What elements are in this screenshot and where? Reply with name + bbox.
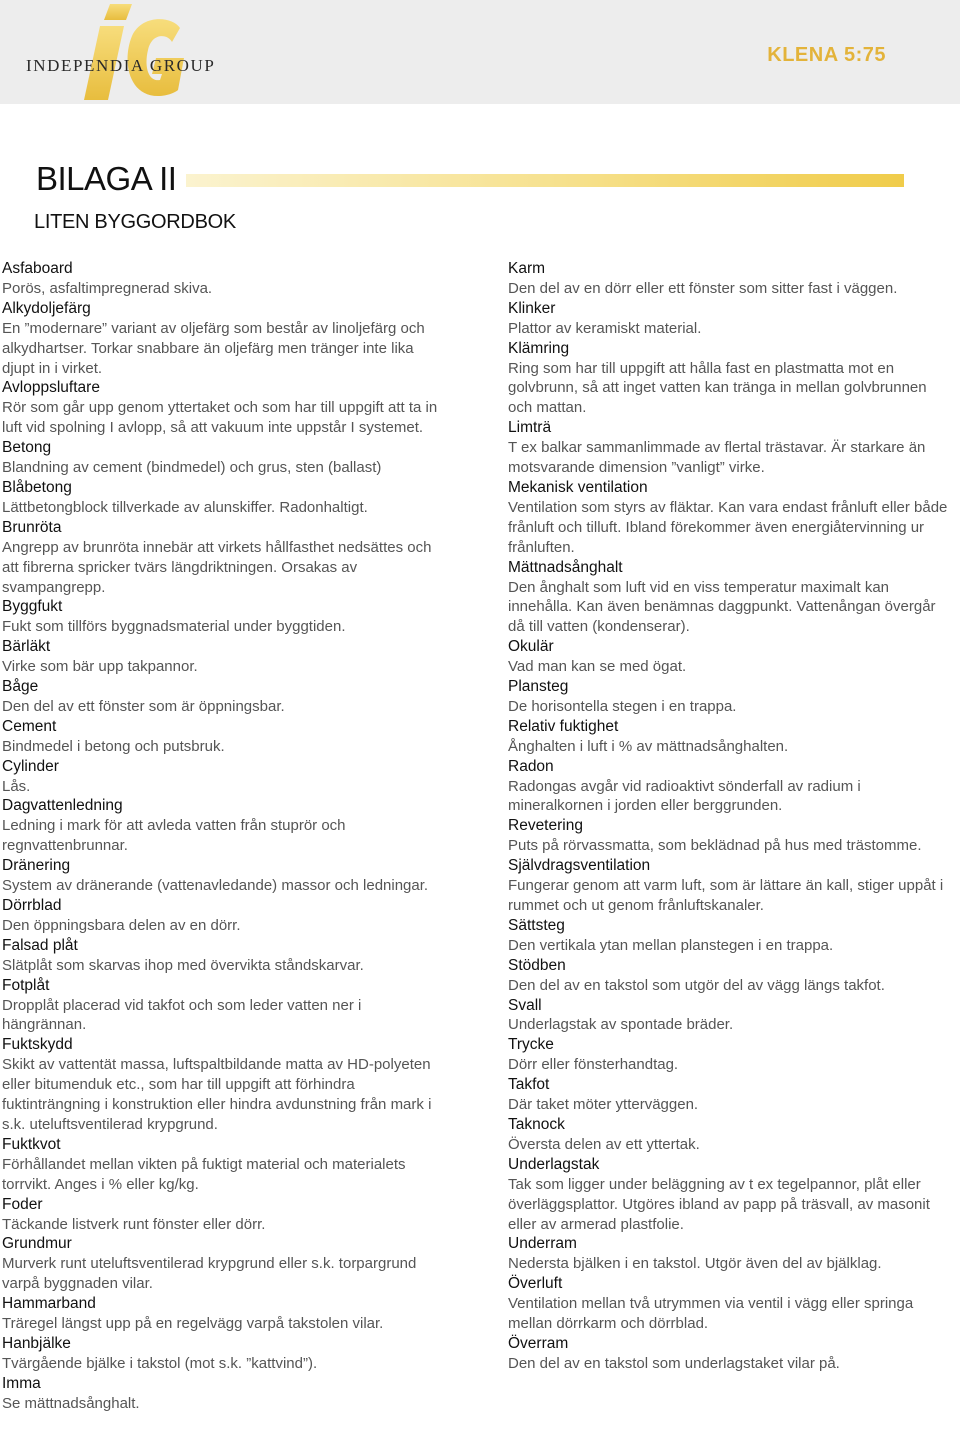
glossary-definition: Skikt av vattentät massa, luftspaltbildande matta av HD-polyeten eller bitumenduk etc., som har till uppgift att förhindra fuktinträngning i konstruktion eller hindra avdunstning från mark i s.k. uteluftsventilerad krypgrund. <box>2 1056 432 1133</box>
glossary-term: Dränering <box>2 857 71 875</box>
glossary-term: Brunröta <box>2 518 62 536</box>
glossary-entry <box>2 936 442 976</box>
page-title: BILAGA II <box>36 160 177 197</box>
glossary-entry <box>508 1155 948 1235</box>
glossary-term: Radon <box>508 757 554 775</box>
glossary-term: Självdragsventilation <box>508 857 651 875</box>
glossary-term: Bärläkt <box>2 638 51 656</box>
glossary-entry <box>2 518 442 598</box>
glossary-entry <box>508 637 948 677</box>
glossary-definition: System av dränerande (vattenavledande) massor och ledningar. <box>2 877 429 895</box>
glossary-entry <box>2 717 442 757</box>
glossary-term: Dagvattenledning <box>2 797 123 815</box>
glossary-term: Okulär <box>508 638 554 656</box>
glossary-definition: Täckande listverk runt fönster eller dörr. <box>2 1215 266 1233</box>
glossary-term: Underram <box>508 1235 577 1253</box>
glossary-entry <box>2 856 442 896</box>
glossary-definition: Förhållandet mellan vikten på fuktigt material och materialets torrvikt. Anges i % eller kg/kg. <box>2 1155 406 1193</box>
glossary-definition: Den ånghalt som luft vid en viss temperatur maximalt kan innehålla. Kan även benämnas daggpunkt. Vattenångan övergår då till vatten (kondenserar). <box>508 578 936 636</box>
glossary-term: Cement <box>2 717 57 735</box>
page-subtitle: LITEN BYGGORDBOK <box>34 211 236 233</box>
glossary-right-column <box>508 259 948 1374</box>
glossary-definition: Lättbetongblock tillverkade av alunskiffer. Radonhaltigt. <box>2 498 368 516</box>
glossary-entry <box>2 896 442 936</box>
glossary-definition: Tvärgående bjälke i takstol (mot s.k. ”kattvind”). <box>2 1354 318 1372</box>
glossary-entry <box>2 1334 442 1374</box>
glossary-definition: Underlagstak av spontade bräder. <box>508 1016 734 1034</box>
glossary-term: Betong <box>2 439 52 457</box>
glossary-term: Alkydoljefärg <box>2 299 91 317</box>
company-name: INDEPENDIA GROUP <box>26 56 216 75</box>
glossary-entry <box>2 378 442 438</box>
glossary-entry <box>2 478 442 518</box>
glossary-entry <box>508 996 948 1036</box>
glossary-definition: Den del av en dörr eller ett fönster som sitter fast i väggen. <box>508 279 898 297</box>
glossary-entry <box>508 956 948 996</box>
document-code: KLENA 5:75 <box>767 44 886 66</box>
glossary-entry <box>508 916 948 956</box>
glossary-term: Takfot <box>508 1076 550 1094</box>
glossary-entry <box>508 717 948 757</box>
glossary-entry <box>508 1234 948 1274</box>
glossary-term: Cylinder <box>2 757 59 775</box>
ig-logo-icon <box>72 0 192 104</box>
glossary-definition: Bindmedel i betong och putsbruk. <box>2 737 225 755</box>
glossary-definition: Murverk runt uteluftsventilerad krypgrund eller s.k. torpargrund varpå byggnaden vilar. <box>2 1255 417 1293</box>
glossary-definition: Rör som går upp genom yttertaket och som har till uppgift att ta in luft vid spolning I avlopp, så att vakuum inte uppstår I systemet. <box>2 399 438 437</box>
glossary-definition: Ånghalten i luft i % av mättnadsånghalten. <box>508 737 789 755</box>
glossary-entry <box>508 299 948 339</box>
glossary-term: Trycke <box>508 1036 554 1054</box>
title-rule-divider <box>186 174 904 187</box>
glossary-definition: Träregel längst upp på en regelvägg varpå takstolen vilar. <box>2 1315 384 1333</box>
glossary-definition: Puts på rörvassmatta, som beklädnad på hus med trästomme. <box>508 837 922 855</box>
glossary-term: Avloppsluftare <box>2 379 100 397</box>
glossary-term: Överluft <box>508 1275 563 1293</box>
glossary-definition: Virke som bär upp takpannor. <box>2 658 198 676</box>
glossary-left-column <box>2 259 442 1414</box>
glossary-entry <box>2 677 442 717</box>
glossary-term: Överram <box>508 1334 569 1352</box>
glossary-term: Klinker <box>508 299 556 317</box>
glossary-definition: Plattor av keramiskt material. <box>508 319 702 337</box>
glossary-definition: Den del av en takstol som utgör del av vägg längs takfot. <box>508 976 885 994</box>
glossary-definition: Den öppningsbara delen av en dörr. <box>2 916 241 934</box>
glossary-term: Mättnadsånghalt <box>508 558 623 576</box>
glossary-term: Svall <box>508 996 542 1014</box>
glossary-definition: De horisontella stegen i en trappa. <box>508 697 737 715</box>
glossary-term: Plansteg <box>508 678 569 696</box>
glossary-entry <box>508 339 948 419</box>
glossary-entry <box>508 259 948 299</box>
glossary-definition: Där taket möter ytterväggen. <box>508 1096 699 1114</box>
glossary-term: Revetering <box>508 817 583 835</box>
glossary-entry <box>2 1374 442 1414</box>
glossary-term: Fuktkvot <box>2 1135 61 1153</box>
glossary-entry <box>2 1234 442 1294</box>
glossary-entry <box>2 597 442 637</box>
glossary-entry <box>508 757 948 817</box>
glossary-entry <box>2 976 442 1036</box>
glossary-definition: Ventilation mellan två utrymmen via ventil i vägg eller springa mellan dörrkarm och dörrblad. <box>508 1295 914 1333</box>
glossary-entry <box>2 1195 442 1235</box>
glossary-entry <box>2 1135 442 1195</box>
glossary-entry <box>508 558 948 638</box>
glossary-definition: Radongas avgår vid radioaktivt sönderfall av radium i mineralkornen i jorden eller berggrunden. <box>508 777 861 815</box>
glossary-term: Blåbetong <box>2 478 72 496</box>
glossary-entry <box>2 757 442 797</box>
glossary-term: Stödben <box>508 956 566 974</box>
glossary-definition: Slätplåt som skarvas ihop med övervikta ståndskarvar. <box>2 956 364 974</box>
glossary-term: Grundmur <box>2 1235 72 1253</box>
glossary-entry <box>508 478 948 558</box>
glossary-term: Karm <box>508 260 546 277</box>
glossary-term: Fotplåt <box>2 976 50 994</box>
glossary-term: Båge <box>2 678 39 696</box>
glossary-term: Limträ <box>508 419 552 437</box>
glossary-term: Asfaboard <box>2 260 73 277</box>
glossary-definition: Se mättnadsånghalt. <box>2 1394 140 1412</box>
glossary-term: Underlagstak <box>508 1155 600 1173</box>
glossary-entry <box>508 1334 948 1374</box>
glossary-definition: Den vertikala ytan mellan planstegen i en trappa. <box>508 936 834 954</box>
glossary-term: Fuktskydd <box>2 1036 73 1054</box>
glossary-entry <box>508 856 948 916</box>
glossary-definition: Vad man kan se med ögat. <box>508 658 687 676</box>
glossary-term: Sättsteg <box>508 916 565 934</box>
glossary-term: Falsad plåt <box>2 936 78 954</box>
glossary-definition: Fukt som tillförs byggnadsmaterial under byggtiden. <box>2 618 346 636</box>
glossary-term: Foder <box>2 1195 43 1213</box>
glossary-definition: Ventilation som styrs av fläktar. Kan vara endast frånluft eller både frånluft och tilluft. Ibland förekommer även energiåtervinning ur frånluften. <box>508 498 948 556</box>
glossary-term: Klämring <box>508 339 570 357</box>
glossary-entry <box>508 816 948 856</box>
glossary-term: Dörrblad <box>2 897 62 914</box>
glossary-definition: T ex balkar sammanlimmade av flertal trästavar. Är starkare än motsvarande dimension ”vanligt” virke. <box>508 439 926 477</box>
glossary-entry <box>2 796 442 856</box>
glossary-definition: Nedersta bjälken i en takstol. Utgör även del av bjälklag. <box>508 1255 882 1273</box>
glossary-definition: Angrepp av brunröta innebär att virkets hållfasthet nedsättes och att fibrerna spricker tvärs längdriktningen. Orsakas av svampangrepp. <box>2 538 432 596</box>
glossary-entry <box>2 438 442 478</box>
glossary-entry <box>508 418 948 478</box>
glossary-term: Imma <box>2 1374 41 1392</box>
glossary-term: Hammarband <box>2 1295 96 1313</box>
glossary-entry <box>508 1274 948 1334</box>
glossary-entry <box>508 1075 948 1115</box>
glossary-term: Byggfukt <box>2 598 63 616</box>
glossary-entry <box>2 637 442 677</box>
glossary-term: Mekanisk ventilation <box>508 478 648 496</box>
glossary-term: Relativ fuktighet <box>508 717 619 735</box>
glossary-entry <box>508 1035 948 1075</box>
glossary-entry <box>508 1115 948 1155</box>
glossary-definition: Ledning i mark för att avleda vatten från stuprör och regnvattenbrunnar. <box>2 817 346 855</box>
glossary-definition: Översta delen av ett yttertak. <box>508 1135 700 1153</box>
glossary-definition: Lås. <box>2 777 31 795</box>
glossary-definition: Fungerar genom att varm luft, som är lättare än kall, stiger uppåt i rummet och ut genom frånluftskanaler. <box>508 877 944 914</box>
glossary-definition: Porös, asfaltimpregnerad skiva. <box>2 279 213 297</box>
glossary-term: Hanbjälke <box>2 1334 71 1352</box>
glossary-definition: Ring som har till uppgift att hålla fast en plastmatta mot en golvbrunn, så att inget vatten kan tränga in mellan golvbrunnen och mattan. <box>508 359 927 417</box>
glossary-definition: Dörr eller fönsterhandtag. <box>508 1056 679 1074</box>
glossary-definition: Dropplåt placerad vid takfot och som leder vatten ner i hängrännan. <box>2 996 362 1034</box>
glossary-entry <box>2 1294 442 1334</box>
glossary-definition: En ”modernare” variant av oljefärg som består av linoljefärg och alkydhartser. Torkar snabbare än oljefärg men tränger inte lika djupt in i virket. <box>2 319 425 377</box>
glossary-entry <box>2 259 442 299</box>
glossary-definition: Tak som ligger under beläggning av t ex tegelpannor, plåt eller överläggsplattor. Utgöres ibland av papp på träsvall, av masonit eller av armerad plastfolie. <box>508 1175 930 1233</box>
glossary-definition: Den del av ett fönster som är öppningsbar. <box>2 697 285 715</box>
glossary-term: Taknock <box>508 1115 565 1133</box>
glossary-entry <box>2 1035 442 1135</box>
glossary-definition: Den del av en takstol som underlagstaket vilar på. <box>508 1354 840 1372</box>
glossary-entry <box>2 299 442 379</box>
glossary-definition: Blandning av cement (bindmedel) och grus, sten (ballast) <box>2 459 382 477</box>
glossary-entry <box>508 677 948 717</box>
